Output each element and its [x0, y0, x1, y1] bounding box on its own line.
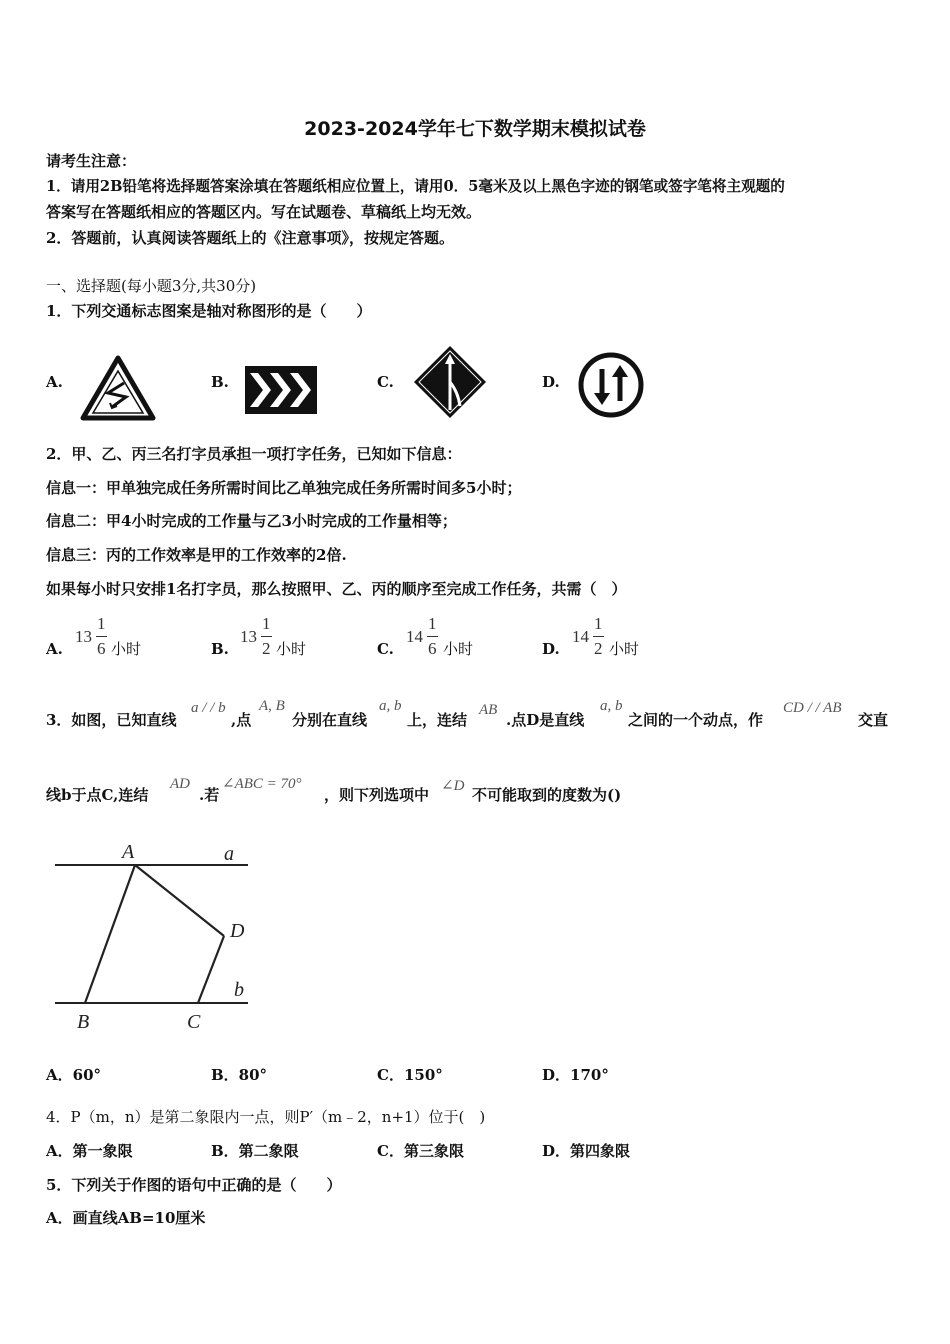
q2-info-2: 信息二：甲4小时完成的工作量与乙3小时完成的工作量相等； — [46, 512, 457, 530]
q3-math-angle-abc: ∠ABC = 70° — [222, 776, 302, 792]
q1-option-d-label: D. — [542, 373, 560, 391]
q1-option-a-label: A. — [46, 373, 63, 391]
q1-stem: 1．下列交通标志图案是轴对称图形的是（ ） — [46, 302, 372, 320]
q3-math-cd-parallel-ab: CD / / AB — [783, 700, 842, 716]
q3-text-4: 上，连结 — [407, 711, 468, 729]
q1-option-b-label: B. — [211, 373, 229, 391]
fraction-denominator: 2 — [594, 639, 603, 658]
q3-text-3: 分别在直线 — [292, 711, 368, 729]
fraction-whole: 14 — [406, 627, 423, 646]
q1-option-c-label: C. — [377, 373, 394, 391]
q2-info-1: 信息一：甲单独完成任务所需时间比乙单独完成任务所需时间多5小时； — [46, 479, 522, 497]
q2-option-d-label: D. — [542, 640, 560, 658]
segment-dc — [198, 936, 224, 1003]
point-label-a: A — [122, 841, 135, 863]
point-label-d: D — [230, 920, 245, 942]
fraction-denominator: 2 — [262, 639, 271, 658]
q3-option-b: B．80° — [211, 1066, 268, 1084]
notice-item-2: 2．答题前，认真阅读答题纸上的《注意事项》，按规定答题。 — [46, 229, 454, 247]
segment-ab — [85, 865, 135, 1003]
fraction-denominator: 6 — [428, 639, 437, 658]
point-label-c: C — [187, 1011, 201, 1033]
q3-text-7: 交直 — [858, 711, 889, 729]
q2-option-c-label: C. — [377, 640, 394, 658]
notice-item-1-line-2: 答案写在答题纸相应的答题区内。写在试题卷、草稿纸上均无效。 — [46, 203, 482, 221]
q4-option-c: C．第三象限 — [377, 1142, 464, 1160]
merge-road-diamond-icon — [412, 344, 488, 420]
q4-stem: 4．P（m，n）是第二象限内一点，则P′（m﹣2，n+1）位于( ) — [46, 1108, 486, 1126]
notice-item-1-line-1: 1．请用2B铅笔将选择题答案涂填在答题纸相应位置上，请用0．5毫米及以上黑色字迹的钢笔或签字笔将主观题的 — [46, 178, 785, 195]
q2-option-a-label: A. — [46, 640, 63, 658]
section-heading: 一、选择题(每小题3分,共30分) — [46, 277, 257, 295]
q4-option-b: B．第二象限 — [211, 1142, 299, 1160]
q4-option-d: D．第四象限 — [542, 1142, 631, 1160]
q2-option-c-fraction — [406, 614, 446, 662]
q3-text-2: ,点 — [231, 711, 252, 729]
q2-option-a-fraction — [75, 614, 115, 662]
q4-option-a: A．第一象限 — [46, 1142, 133, 1160]
q3-option-d: D．170° — [542, 1066, 609, 1084]
q2-question: 如果每小时只安排1名打字员，那么按照甲、乙、丙的顺序至完成工作任务，共需（ ） — [46, 580, 627, 598]
q3-text-5: .点D是直线 — [506, 711, 585, 729]
fraction-denominator: 6 — [97, 639, 106, 658]
page-title: 2023-2024学年七下数学期末模拟试卷 — [304, 118, 646, 140]
q2-option-d-unit: 小时 — [609, 640, 640, 658]
fraction-bar — [96, 636, 107, 637]
line-label-a: a — [224, 843, 234, 865]
q2-info-3: 信息三：丙的工作效率是甲的工作效率的2倍. — [46, 546, 347, 564]
notice-heading: 请考生注意： — [46, 152, 137, 170]
segment-ad — [135, 865, 224, 936]
q3-math-segment-ad: AD — [170, 776, 190, 792]
q2-option-b-label: B. — [211, 640, 229, 658]
fraction-numerator: 1 — [428, 614, 437, 633]
q3-math-lines-ab-2: a, b — [600, 698, 623, 714]
point-label-b: B — [77, 1011, 90, 1033]
q3-text-6: 之间的一个动点，作 — [628, 711, 764, 729]
fraction-bar — [427, 636, 438, 637]
fraction-numerator: 1 — [97, 614, 106, 633]
q2-option-c-unit: 小时 — [443, 640, 474, 658]
q3-math-lines-ab: a, b — [379, 698, 402, 714]
fraction-numerator: 1 — [262, 614, 271, 633]
fraction-numerator: 1 — [594, 614, 603, 633]
fraction-whole: 13 — [75, 627, 92, 646]
q3-text-8: 线b于点C,连结 — [46, 786, 149, 804]
q2-option-b-fraction — [240, 614, 280, 662]
q3-option-a: A．60° — [46, 1066, 102, 1084]
q3-text-11: 不可能取到的度数为() — [472, 786, 622, 804]
fraction-whole: 14 — [572, 627, 589, 646]
q3-math-angle-d: ∠D — [441, 778, 465, 794]
q3-text-1: 3．如图，已知直线 — [46, 711, 177, 729]
q2-option-d-fraction — [572, 614, 612, 662]
q3-geometry-figure — [50, 838, 260, 1038]
zigzag-road-warning-icon — [80, 355, 156, 421]
q3-option-c: C．150° — [377, 1066, 443, 1084]
q2-stem: 2．甲、乙、丙三名打字员承担一项打字任务，已知如下信息： — [46, 445, 462, 463]
chevron-arrows-sign-icon — [244, 365, 318, 415]
q3-text-10: ，则下列选项中 — [324, 786, 430, 804]
line-label-b: b — [234, 979, 244, 1001]
q5-stem: 5．下列关于作图的语句中正确的是（ ） — [46, 1176, 342, 1194]
fraction-whole: 13 — [240, 627, 257, 646]
q3-math-segment-ab: AB — [479, 702, 498, 718]
fraction-bar — [593, 636, 604, 637]
q2-option-b-unit: 小时 — [276, 640, 307, 658]
q3-math-parallel-ab: a / / b — [191, 700, 226, 716]
fraction-bar — [261, 636, 272, 637]
q3-text-9: .若 — [199, 786, 220, 804]
q5-option-a: A．画直线AB=10厘米 — [46, 1209, 206, 1227]
q3-math-points-ab: A, B — [259, 698, 285, 714]
two-way-traffic-circle-icon — [577, 351, 645, 419]
q2-option-a-unit: 小时 — [111, 640, 142, 658]
